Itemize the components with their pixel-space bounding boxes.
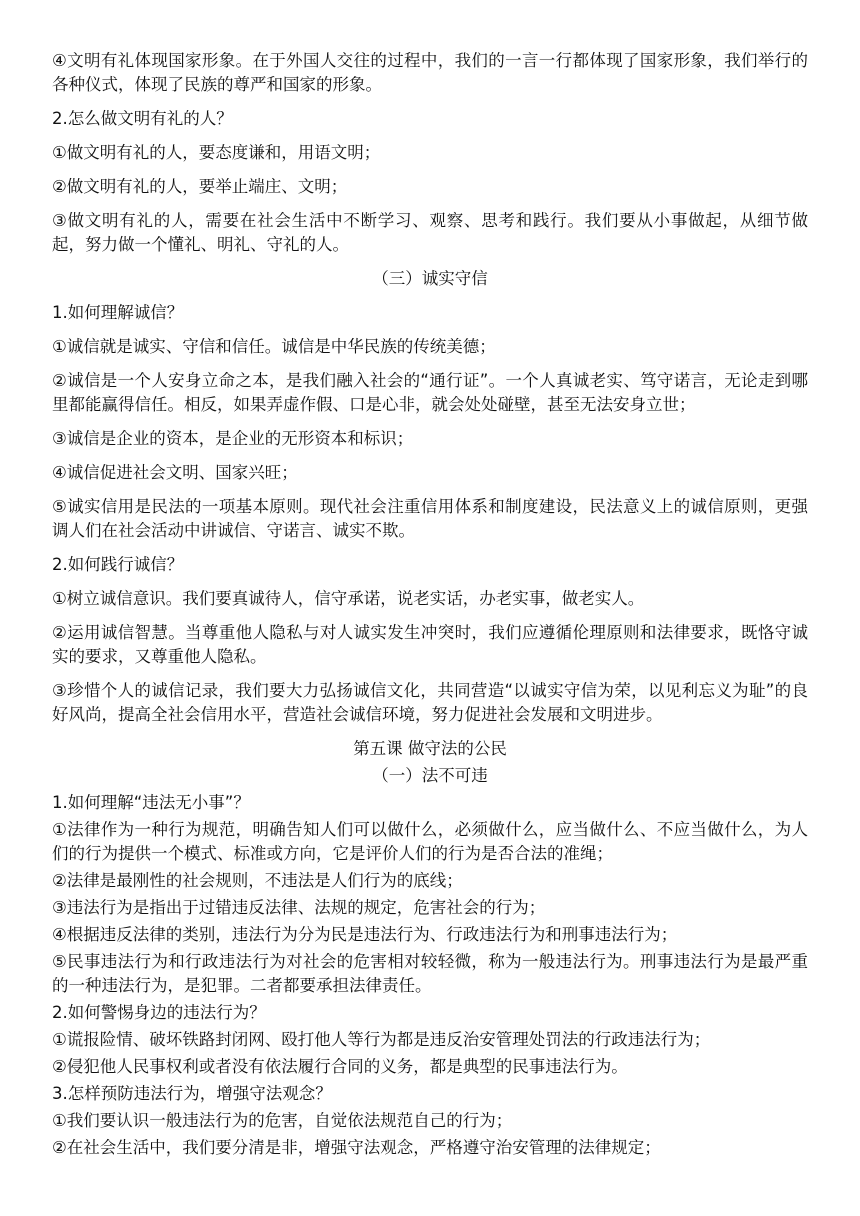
question-prevent-violations: 3.怎样预防违法行为，增强守法观念？ — [52, 1084, 332, 1103]
paragraph-integrity-civil-law: ⑤诚实信用是民法的一项基本原则。现代社会注重信用体系和制度建设，民法意义上的诚信原则，更强调人们在社会活动中讲诚信、守诺言、诚实不欺。 — [52, 497, 808, 540]
paragraph-integrity-enterprise: ③诚信是企业的资本，是企业的无形资本和标识； — [52, 429, 414, 448]
paragraph-civil-practice: ③做文明有礼的人，需要在社会生活中不断学习、观察、思考和践行。我们要从小事做起，从细节做起，努力做一个懂礼、明礼、守礼的人。 — [52, 211, 808, 254]
section-heading-honesty: （三）诚实守信 — [372, 269, 488, 288]
paragraph-civil-manner: ②做文明有礼的人，要举止端庄、文明； — [52, 177, 348, 196]
paragraph-obey-law: ②在社会生活中，我们要分清是非，增强守法观念，严格遵守治安管理的法律规定； — [52, 1138, 661, 1157]
paragraph-law-norm: ①法律作为一种行为规范，明确告知人们可以做什么，必须做什么，应当做什么、不应当做什么，为人们的行为提供一个模式、标准或方向，它是评价人们的行为是否合法的准绳； — [52, 820, 808, 863]
question-guard-violations: 2.如何警惕身边的违法行为？ — [52, 1003, 266, 1022]
paragraph-law-rigid: ②法律是最刚性的社会规则，不违法是人们行为的底线； — [52, 871, 463, 890]
paragraph-civil-attitude: ①做文明有礼的人，要态度谦和，用语文明； — [52, 143, 381, 162]
paragraph-violation-types: ④根据违反法律的类别，违法行为分为民是违法行为、行政违法行为和刑事违法行为； — [52, 925, 678, 944]
paragraph-administrative-violations: ①谎报险情、破坏铁路封闭网、殴打他人等行为都是违反治安管理处罚法的行政违法行为； — [52, 1030, 711, 1049]
paragraph-integrity-wisdom: ②运用诚信智慧。当尊重他人隐私与对人诚实发生冲突时，我们应遵循伦理原则和法律要求，既恪守诚实的要求，又尊重他人隐私。 — [52, 623, 808, 666]
question-understand-integrity: 1.如何理解诚信？ — [52, 303, 184, 322]
paragraph-violation-severity: ⑤民事违法行为和行政违法行为对社会的危害相对较轻微，称为一般违法行为。刑事违法行为是最严重的一种违法行为，是犯罪。二者都要承担法律责任。 — [52, 952, 808, 995]
question-no-small-violation: 1.如何理解“违法无小事”？ — [52, 793, 250, 812]
paragraph-civility-national-image: ④文明有礼体现国家形象。在于外国人交往的过程中，我们的一言一行都体现了国家形象，我们举行的各种仪式，体现了民族的尊严和国家的形象。 — [52, 51, 808, 94]
paragraph-violation-definition: ③违法行为是指出于过错违反法律、法规的规定，危害社会的行为； — [52, 898, 546, 917]
paragraph-integrity-awareness: ①树立诚信意识。我们要真诚待人，信守承诺，说老实话，办老实事，做老实人。 — [52, 589, 645, 608]
section-heading-law: （一）法不可违 — [372, 766, 488, 785]
paragraph-integrity-foundation: ②诚信是一个人安身立命之本，是我们融入社会的“通行证”。一个人真诚老实、笃守诺言，无论走到哪里都能赢得信任。相反，如果弄虚作假、口是心非，就会处处碰壁，甚至无法安身立世； — [52, 371, 808, 414]
paragraph-recognize-harm: ①我们要认识一般违法行为的危害，自觉依法规范自己的行为； — [52, 1111, 513, 1130]
paragraph-integrity-record: ③珍惜个人的诚信记录，我们要大力弘扬诚信文化，共同营造“以诚实守信为荣，以见利忘义为耻”的良好风尚，提高全社会信用水平，营造社会诚信环境，努力促进社会发展和文明进步。 — [52, 681, 808, 724]
paragraph-integrity-society: ④诚信促进社会文明、国家兴旺； — [52, 463, 298, 482]
document-page — [52, 49, 808, 1163]
paragraph-integrity-definition: ①诚信就是诚实、守信和信任。诚信是中华民族的传统美德； — [52, 337, 496, 356]
question-how-to-be-civil: 2.怎么做文明有礼的人？ — [52, 109, 233, 128]
lesson-title: 第五课 做守法的公民 — [353, 739, 507, 758]
paragraph-civil-violations: ②侵犯他人民事权利或者没有依法履行合同的义务，都是典型的民事违法行为。 — [52, 1057, 628, 1076]
question-practice-integrity: 2.如何践行诚信？ — [52, 555, 184, 574]
